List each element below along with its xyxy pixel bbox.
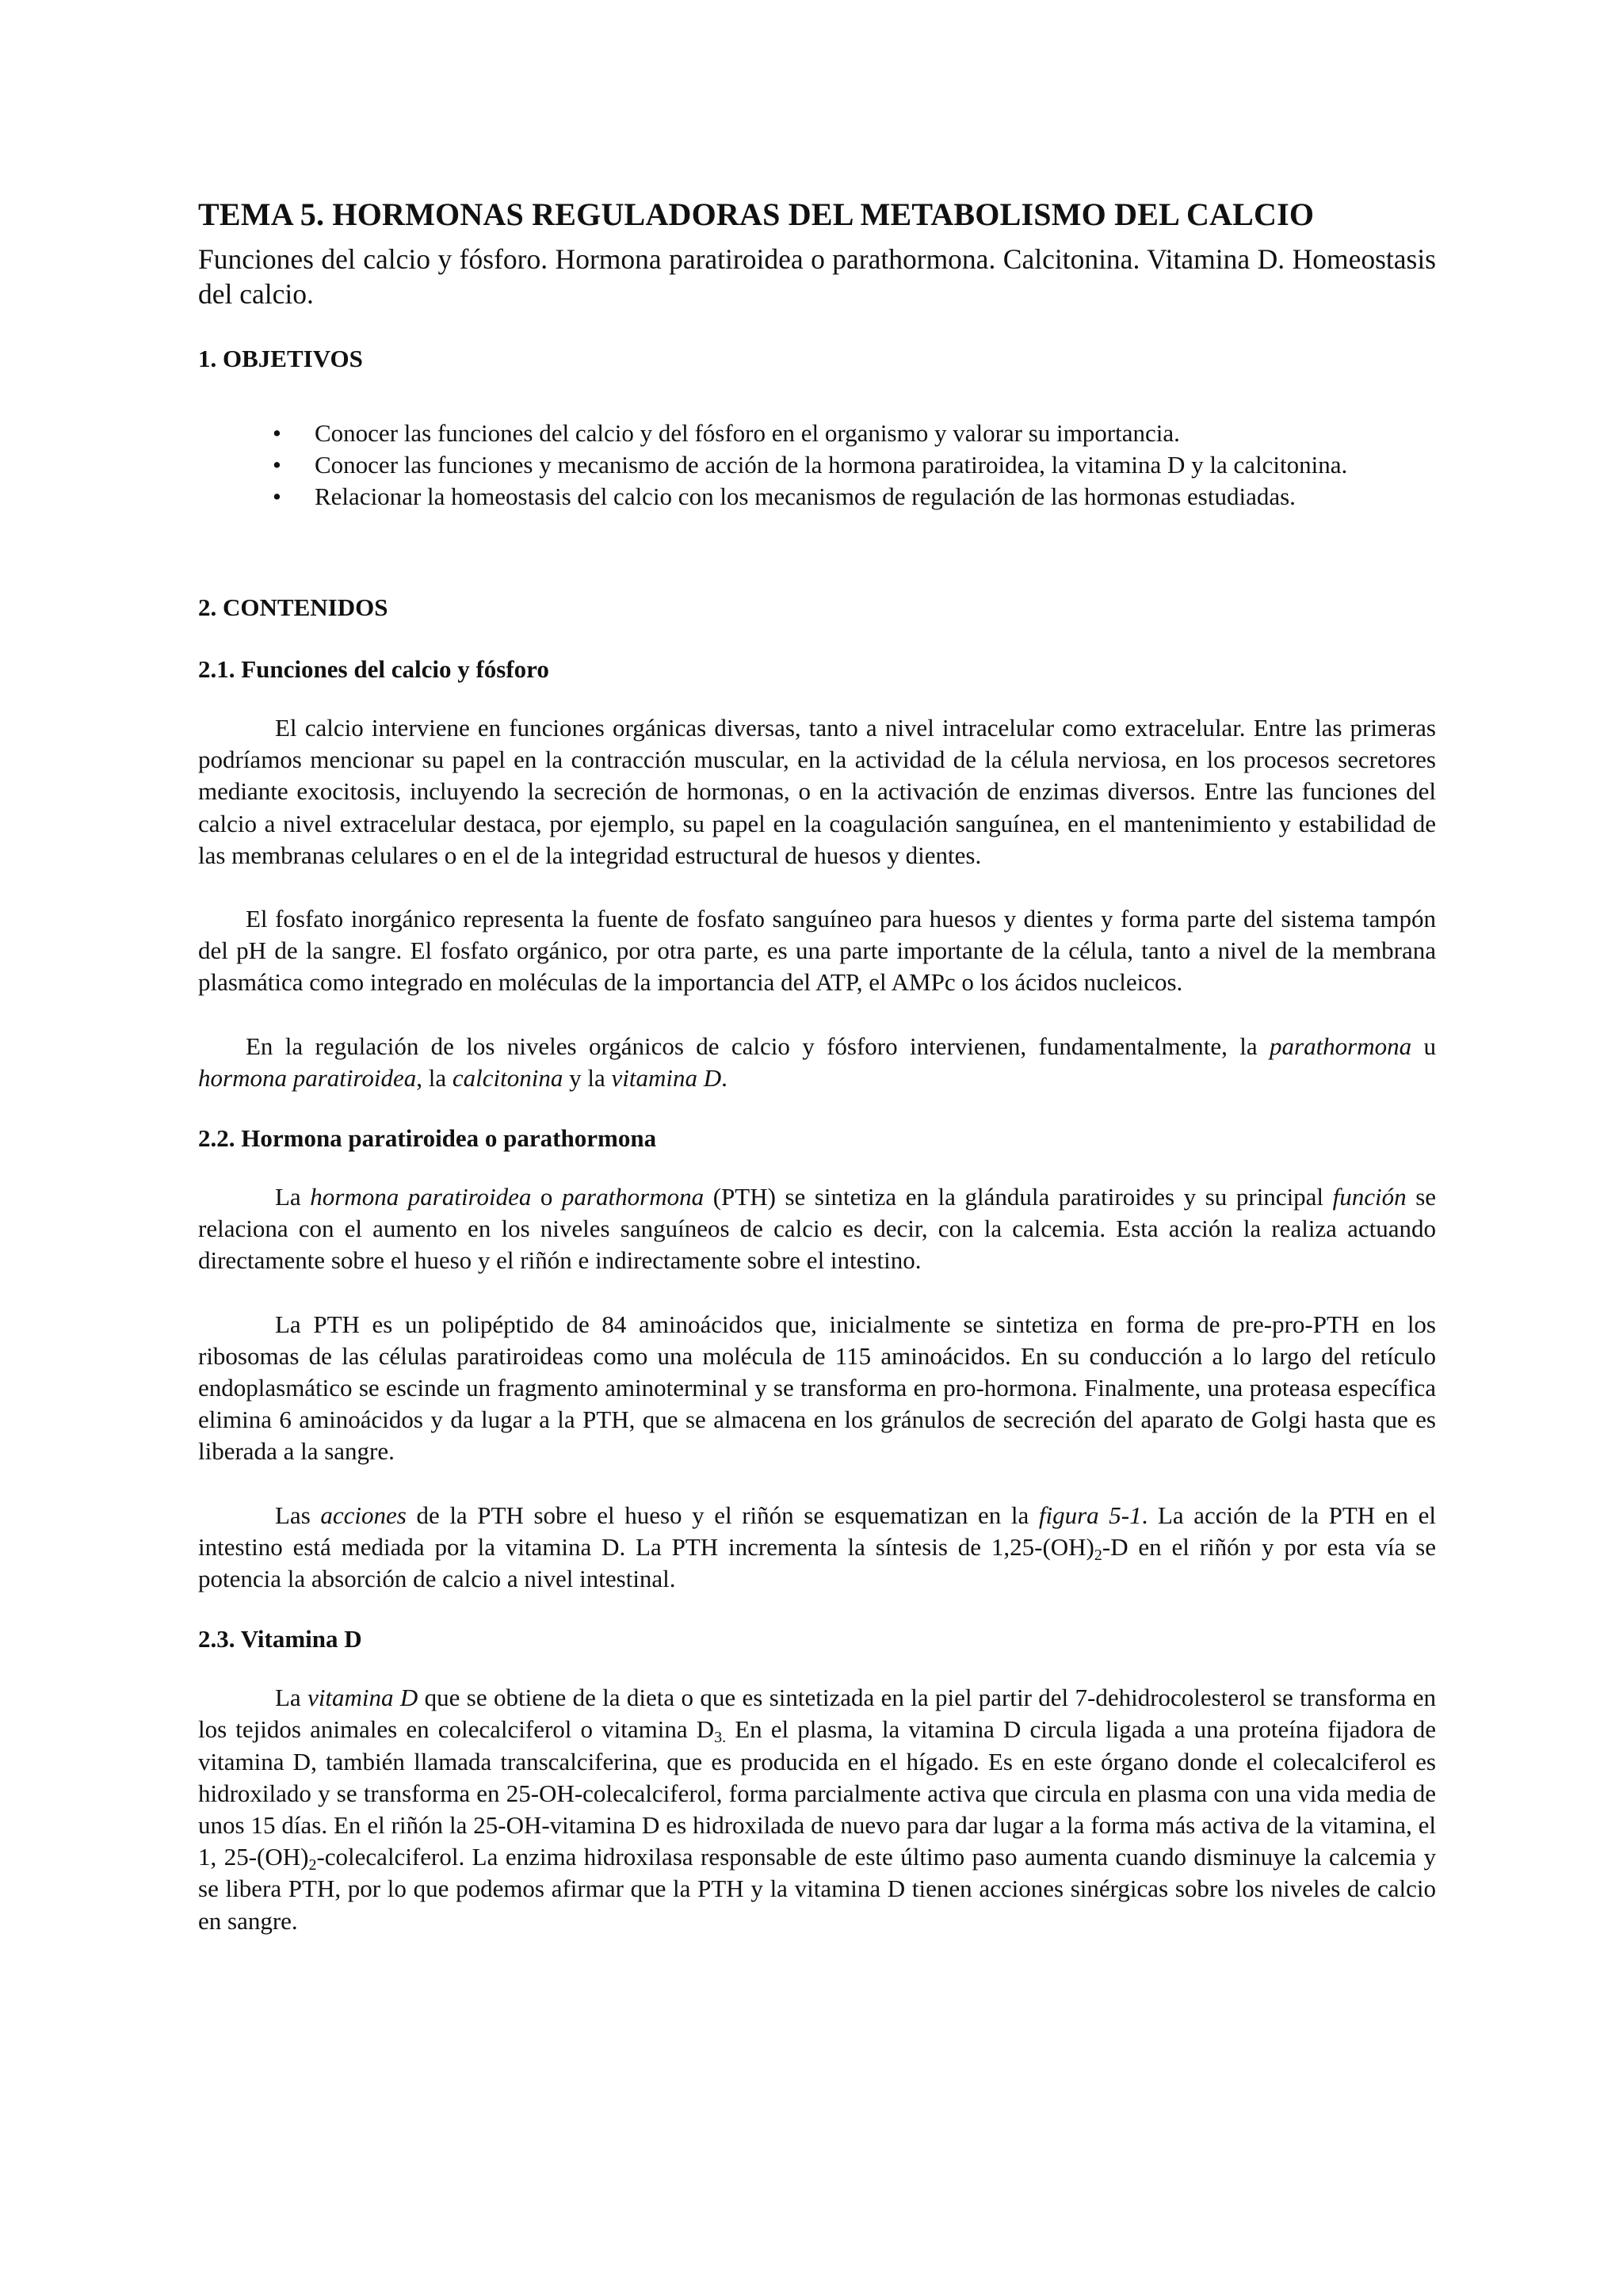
bullet-icon: •	[273, 451, 281, 479]
document-title: TEMA 5. HORMONAS REGULADORAS DEL METABOLISMO DEL CALCIO	[198, 196, 1315, 232]
paragraph: La PTH es un polipéptido de 84 aminoácidos que, inicialmente se sintetiza en forma de pre-pro-PTH en los ribosomas de las células paratiroideas como una molécula de 115 aminoácidos. En su conducción a lo largo del retículo endoplasmático se escinde un fragmento aminoterminal y se transforma en pro-hormona. Finalmente, una proteasa específica elimina 6 aminoácidos y da lugar a la PTH, que se almacena en los gránulos de secreción del aparato de Golgi hasta que es liberada a la sangre.	[198, 1310, 1436, 1466]
document-page	[198, 194, 1436, 1937]
list-item-text: Conocer las funciones del calcio y del fósforo en el organismo y valorar su importancia.	[315, 419, 1180, 447]
paragraph: La vitamina D que se obtiene de la dieta o que es sintetizada en la piel partir del 7-dehidrocolesterol se transforma en los tejidos animales en colecalciferol o vitamina $D_{3.}$ En el plasma, la vitamina D circula ligada a una proteína fijadora de vitamina D, también llamada transcalciferina, que es producida en el hígado. Es en este órgano donde el colecalciferol es hidroxilado y se transforma en 25-OH-colecalciferol, forma parcialmente activa que circula en plasma con una vida media de unos 15 días. En el riñón la 25-OH-vitamina D es hidroxilada de nuevo para dar lugar a la forma más activa de la vitamina, el 1, $25-(OH)_2$-colecalciferol. La enzima hidroxilasa responsable de este último paso aumenta cuando disminuye la calcemia y se libera PTH, por lo que podemos afirmar que la PTH y la vitamina D tienen acciones sinérgicas sobre los niveles de calcio en sangre.	[198, 1684, 1436, 1935]
list-item-text: Conocer las funciones y mecanismo de acción de la hormona paratiroidea, la vitamina D y la calcitonina.	[315, 451, 1348, 479]
objetivos-list	[198, 418, 1436, 513]
bullet-icon: •	[273, 419, 281, 447]
paragraph: El fosfato inorgánico representa la fuente de fosfato sanguíneo para huesos y dientes y forma parte del sistema tampón del pH de la sangre. El fosfato orgánico, por otra parte, es una parte importante de la célula, tanto a nivel de la membrana plasmática como integrado en moléculas de la importancia del ATP, el AMPc o los ácidos nucleicos.	[198, 905, 1436, 997]
paragraph: El calcio interviene en funciones orgánicas diversas, tanto a nivel intracelular como extracelular. Entre las primeras podríamos mencionar su papel en la contracción muscular, en la actividad de la célula nerviosa, en los procesos secretores mediante exocitosis, incluyendo la secreción de hormonas, o en la activación de enzimas diversos. Entre las funciones del calcio a nivel extracelular destaca, por ejemplo, su papel en la coagulación sanguínea, en el mantenimiento y estabilidad de las membranas celulares o en el de la integridad estructural de huesos y dientes.	[198, 714, 1436, 869]
subsection-heading-2-1: 2.1. Funciones del calcio y fósforo	[198, 655, 549, 683]
paragraph: La hormona paratiroidea o parathormona (PTH) se sintetiza en la glándula paratiroides y su principal función se relaciona con el aumento en los niveles sanguíneos de calcio es decir, con la calcemia. Esta acción la realiza actuando directamente sobre el hueso y el riñón e indirectamente sobre el intestino.	[198, 1183, 1437, 1275]
list-item	[273, 449, 1436, 481]
list-item	[273, 418, 1436, 449]
document-subtitle: Funciones del calcio y fósforo. Hormona paratiroidea o parathormona. Calcitonina. Vitamina D. Homeostasis del calcio.	[198, 243, 1436, 310]
subsection-heading-2-3: 2.3. Vitamina D	[198, 1625, 362, 1653]
paragraph: Las acciones de la PTH sobre el hueso y el riñón se esquematizan en la figura 5-1. La acción de la PTH en el intestino está mediada por la vitamina D. La PTH incrementa la síntesis de $1,25-(OH)_2-D$ en el riñón y por esta vía se potencia la absorción de calcio a nivel intestinal.	[198, 1501, 1437, 1593]
subsection-heading-2-2: 2.2. Hormona paratiroidea o parathormona	[198, 1124, 657, 1153]
section-heading-contenidos: 2. CONTENIDOS	[198, 593, 388, 621]
section-heading-objetivos: 1. OBJETIVOS	[198, 345, 363, 372]
list-item-text: Relacionar la homeostasis del calcio con los mecanismos de regulación de las hormonas estudiadas.	[315, 482, 1296, 510]
bullet-icon: •	[273, 482, 281, 510]
paragraph: En la regulación de los niveles orgánicos de calcio y fósforo intervienen, fundamentalmente, la parathormona u hormona paratiroidea, la calcitonina y la vitamina D.	[198, 1032, 1436, 1092]
list-item	[273, 481, 1436, 513]
